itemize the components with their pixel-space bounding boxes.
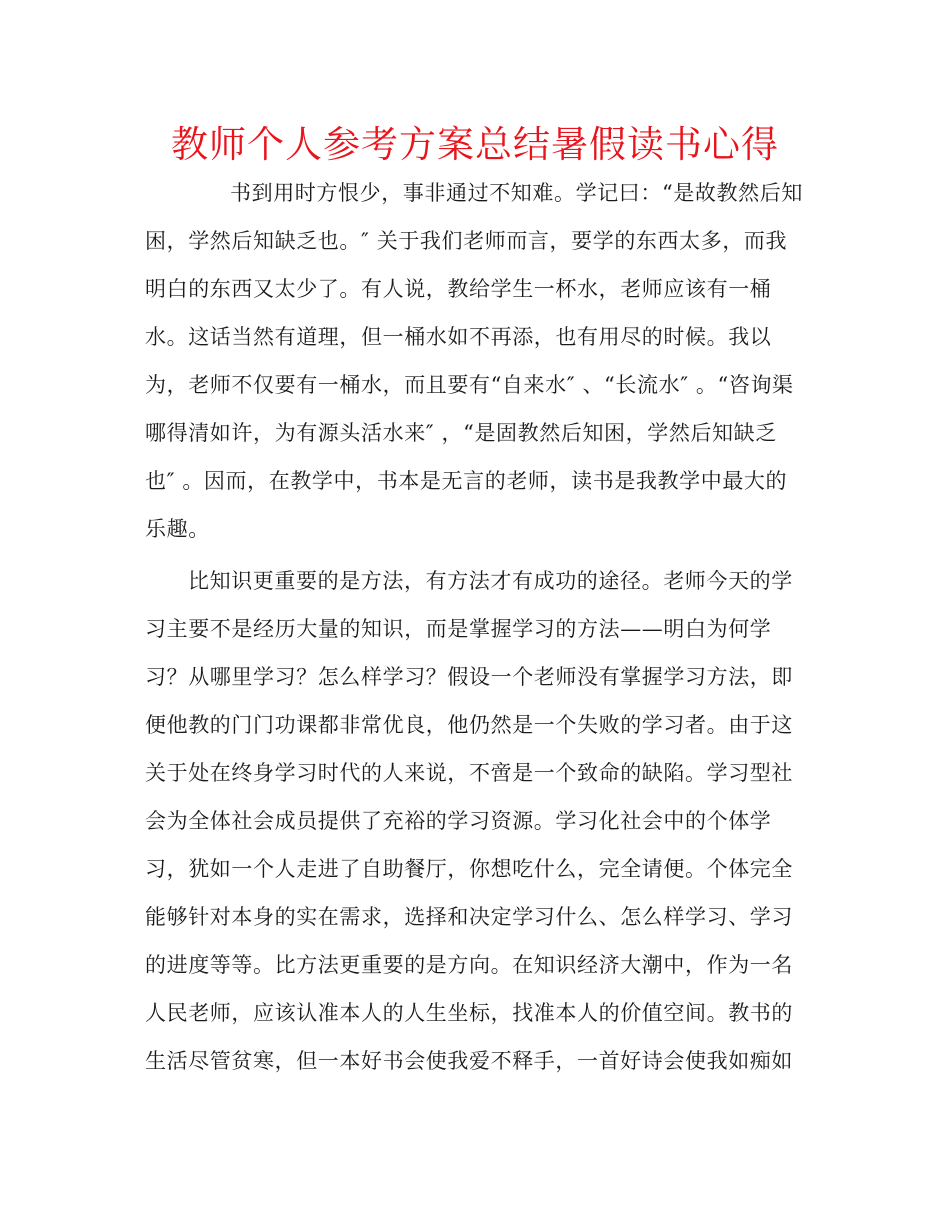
- paragraph-line: 人民老师，应该认准本人的人生坐标，找准本人的价值空间。教书的: [145, 1001, 793, 1025]
- paragraph-line: 会为全体社会成员提供了充裕的学习资源。学习化社会中的个体学: [145, 809, 772, 833]
- paragraph-line: 书到用时方恨少，事非通过不知难。学记曰：“是故教然后知: [230, 181, 803, 205]
- paragraph-line: 能够针对本身的实在需求，选择和决定学习什么、怎么样学习、学习: [145, 905, 793, 929]
- paragraph-line: 的进度等等。比方法更重要的是方向。在知识经济大潮中，作为一名: [145, 953, 793, 977]
- paragraph-line: 比知识更重要的是方法，有方法才有成功的途径。老师今天的学: [188, 569, 793, 593]
- paragraph-line: 便他教的门门功课都非常优良，他仍然是一个失败的学习者。由于这: [145, 713, 793, 737]
- paragraph-line: 水。这话当然有道理，但一桶水如不再添，也有用尽的时候。我以: [145, 325, 772, 349]
- paragraph-line: 也″ 。因而，在教学中，书本是无言的老师，读书是我教学中最大的: [145, 469, 788, 493]
- paragraph-line: 生活尽管贫寒，但一本好书会使我爱不释手，一首好诗会使我如痴如: [145, 1049, 793, 1073]
- paragraph-line: 关于处在终身学习时代的人来说，不啻是一个致命的缺陷。学习型社: [145, 761, 793, 785]
- document-title: 教师个人参考方案总结暑假读书心得: [171, 123, 779, 166]
- paragraph-line: 明白的东西又太少了。有人说，教给学生一杯水，老师应该有一桶: [145, 277, 772, 301]
- paragraph-line: 乐趣。: [145, 517, 210, 541]
- paragraph-line: 为，老师不仅要有一桶水，而且要有“自来水″ 、“长流水″ 。“咨询渠: [145, 373, 794, 397]
- paragraph-line: 哪得清如许，为有源头活水来″ ，“是固教然后知困，学然后知缺乏: [145, 421, 777, 445]
- paragraph-line: 习主要不是经历大量的知识，而是掌握学习的方法——明白为何学: [145, 617, 772, 641]
- paragraph-line: 习，犹如一个人走进了自助餐厅，你想吃什么，完全请便。个体完全: [145, 857, 793, 881]
- paragraph-line: 困，学然后知缺乏也。″ 关于我们老师而言，要学的东西太多，而我: [145, 229, 788, 253]
- paragraph-line: 习？从哪里学习？怎么样学习？假设一个老师没有掌握学习方法，即: [145, 665, 793, 689]
